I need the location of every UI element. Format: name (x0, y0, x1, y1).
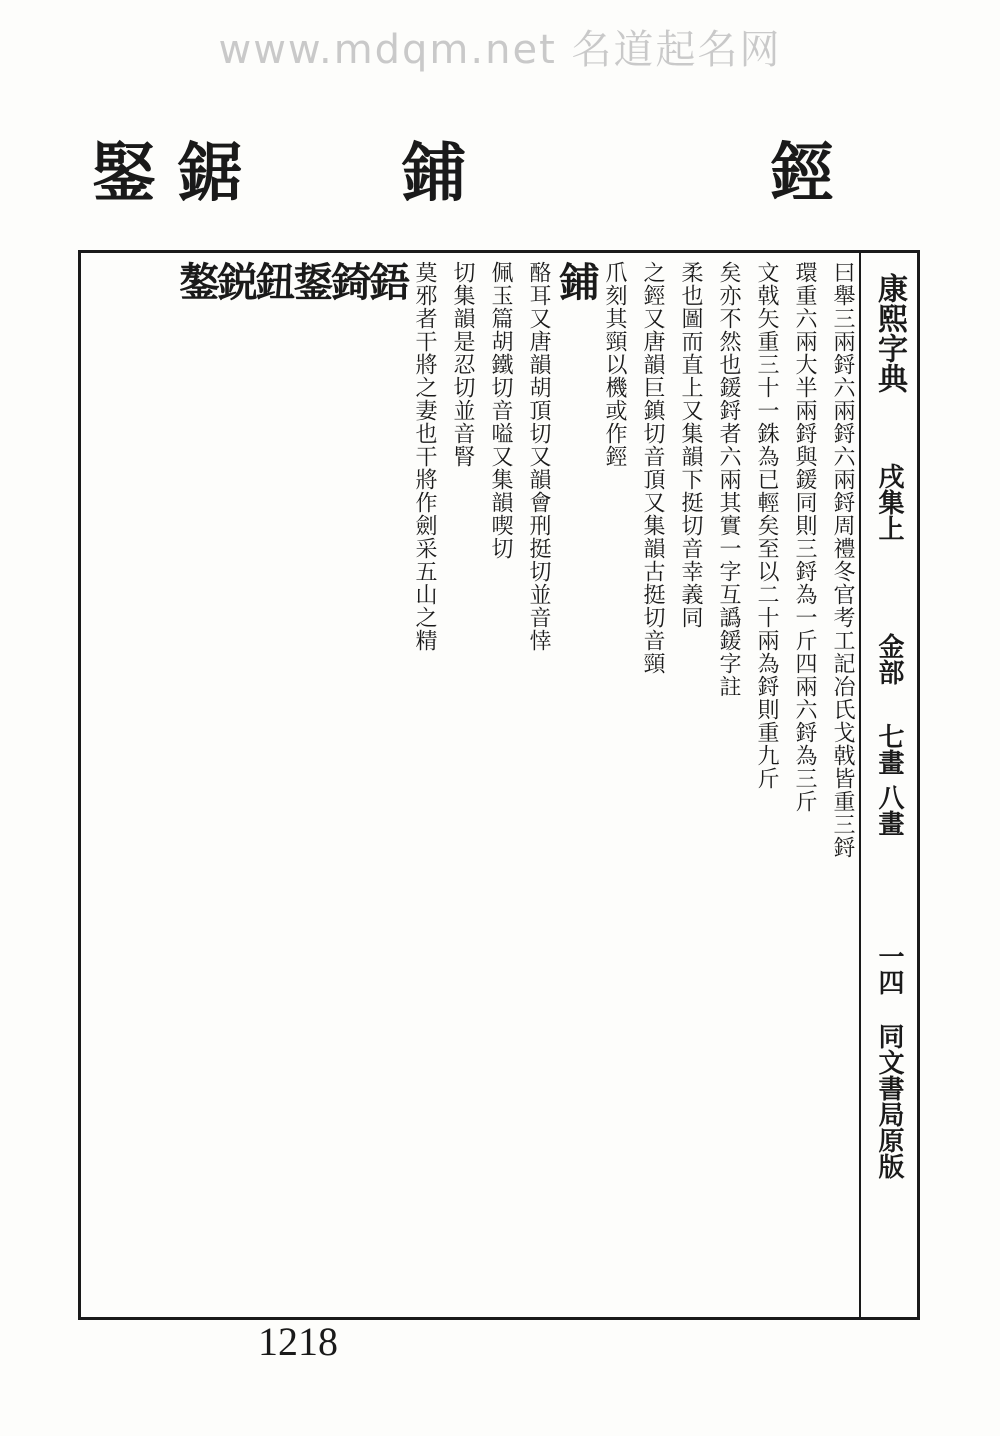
entry-column: 環重六兩大半兩鋝與鍰同則三鋝為一斤四兩六鋝為三斤 (792, 261, 817, 813)
entry-column: 爪刻其頸以機或作鋞 (602, 261, 627, 468)
entry-column (287, 261, 334, 1311)
entry-column: 酪耳又唐韻胡頂切又韻會刑挺切並音悻 (526, 261, 551, 652)
entry-column: 莫邪者干將之妻也干將作劍采五山之精 (412, 261, 437, 652)
entry-column (211, 261, 258, 1311)
headword-1: 鋞 (770, 136, 834, 211)
headword-row (0, 138, 1000, 218)
entry-headword: 鈕 (249, 261, 296, 302)
sidebar-page-label: 一四 (874, 943, 904, 995)
publisher-label: 同文書局原版 (874, 1023, 904, 1179)
headword-3: 鋸 (178, 136, 242, 211)
stroke-label: 七畫 八畫 (874, 723, 904, 837)
entry-headword: 鋪 (553, 261, 600, 302)
entry-column: 之鋞又唐韻巨鎮切音頂又集韻古挺切音頸 (640, 261, 665, 675)
radical-label: 金部 (874, 633, 904, 685)
entry-column: 文戟矢重三十一銖為已輕矣至以二十兩為鋝則重九斤 (754, 261, 779, 790)
entry-headword: 鋭 (211, 261, 258, 302)
entry-headword: 鋙 (363, 261, 410, 302)
entry-column: 切集韻是忍切並音腎 (450, 261, 475, 468)
entry-headword: 鏊 (173, 261, 220, 302)
dictionary-title: 康熙字典 (872, 273, 907, 393)
entry-column (173, 261, 220, 1311)
entry-column (363, 261, 410, 1311)
dictionary-page-frame (78, 250, 920, 1320)
entry-column: 曰舉三兩鋝六兩鋝六兩鋝周禮冬官考工記冶氏戈戟皆重三鋝 (830, 261, 855, 859)
entry-column: 矣亦不然也鍰鋝者六兩其實一字互譌鍰字註 (716, 261, 741, 698)
entry-column: 佩玉篇胡鐵切音嗌又集韻喫切 (488, 261, 513, 560)
dictionary-entries (89, 261, 861, 1311)
page-sidebar (859, 253, 917, 1317)
entry-column (553, 261, 600, 1311)
volume-label: 戌集上 (874, 463, 904, 541)
entry-column (249, 261, 296, 1311)
headword-4: 鋻 (92, 136, 156, 211)
page-number: 1218 (258, 1319, 338, 1364)
entry-headword: 錡 (325, 261, 372, 302)
entry-column: 柔也圖而直上又集韻下挺切音幸義同 (678, 261, 703, 629)
watermark-text: www.mdqm.net 名道起名网 (218, 27, 782, 73)
headword-2: 鋪 (402, 136, 466, 211)
entry-headword: 鋬 (287, 261, 334, 302)
entry-column (325, 261, 372, 1311)
